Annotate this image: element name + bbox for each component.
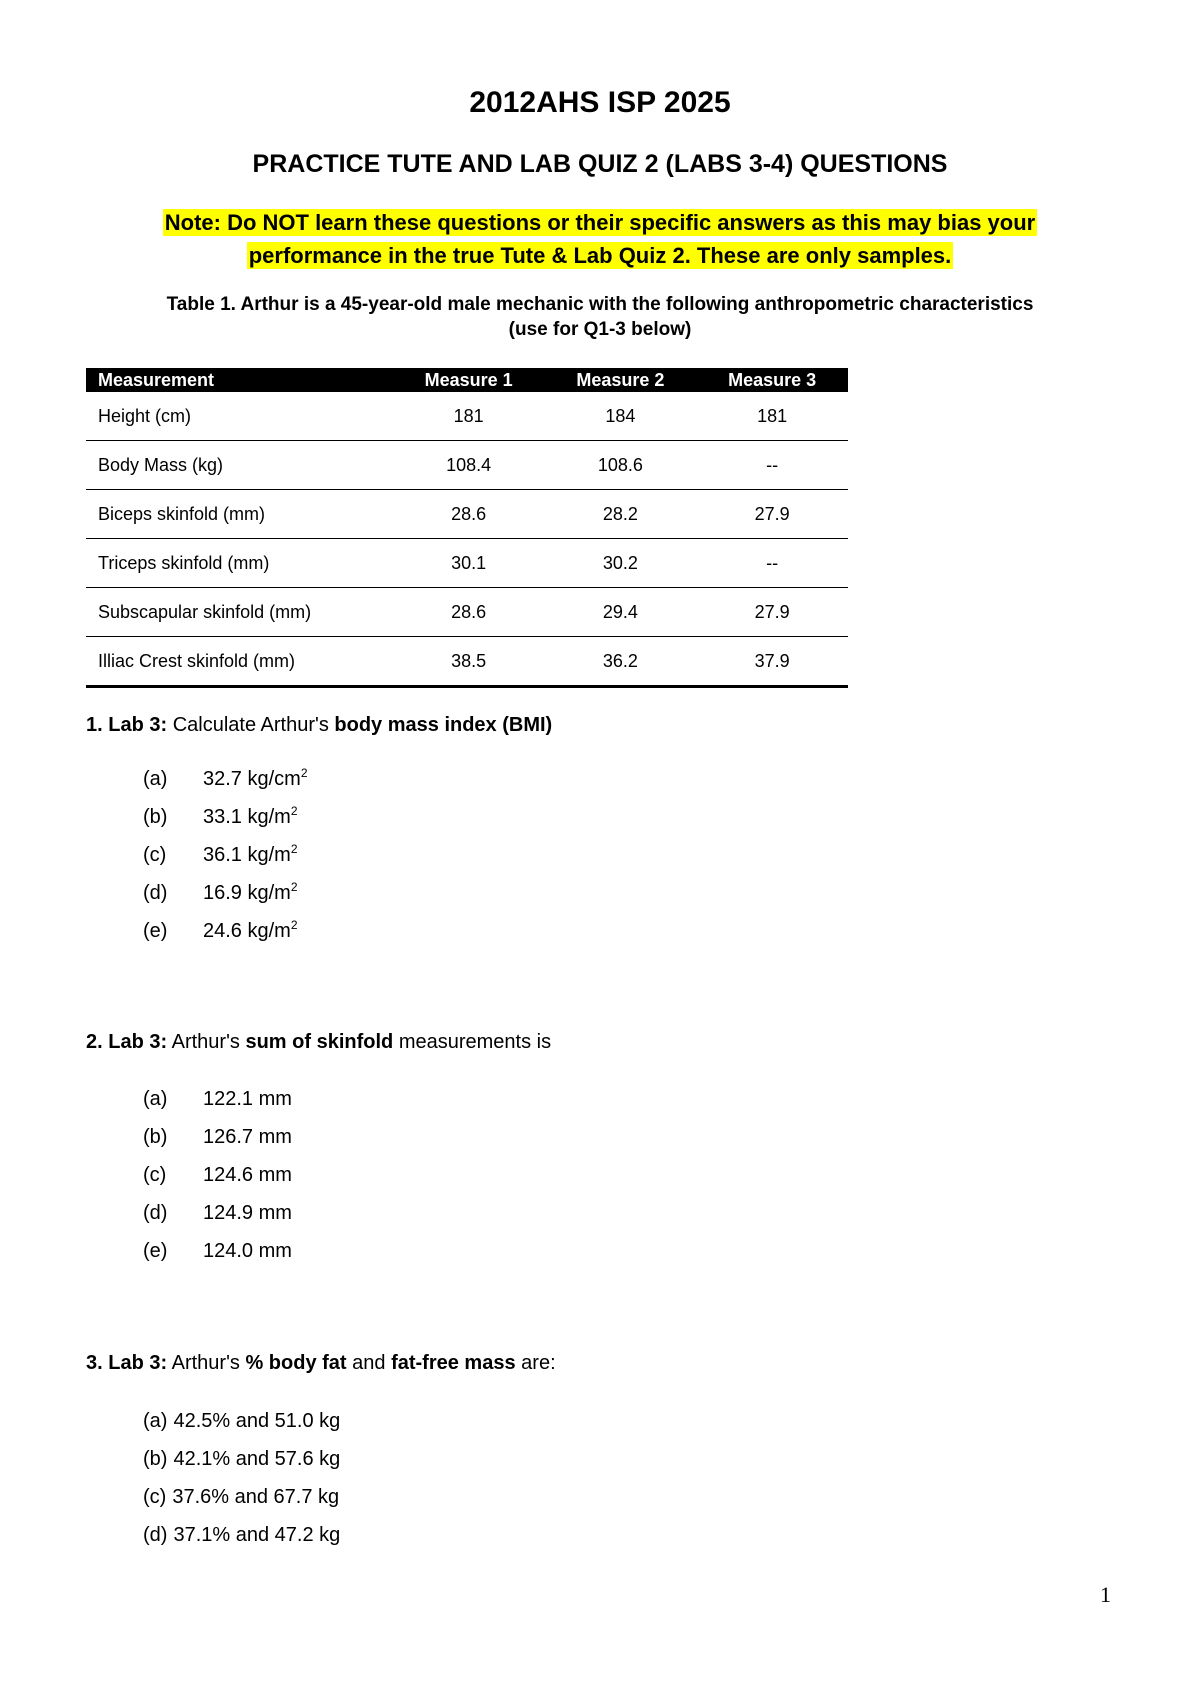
row-value: 30.2 (545, 539, 697, 588)
option-superscript: 2 (290, 880, 298, 894)
question-3 (86, 1352, 556, 1375)
table-row (86, 588, 848, 637)
option-label: (c) (143, 844, 167, 866)
answer-option[interactable] (143, 1478, 340, 1516)
question-1 (86, 714, 552, 737)
answer-option[interactable] (143, 836, 308, 874)
answer-option[interactable] (143, 874, 308, 912)
answer-option[interactable] (143, 1194, 292, 1232)
option-value: 124.6 mm (203, 1164, 292, 1186)
question-1-options (143, 760, 308, 950)
row-value: 181 (393, 392, 545, 441)
question-lab: Lab 3: (108, 1031, 168, 1053)
table-row (86, 539, 848, 588)
option-value: 122.1 mm (203, 1088, 292, 1110)
option-label: (a) (143, 1410, 168, 1432)
warning-note (0, 206, 1200, 272)
option-label: (b) (143, 1448, 168, 1470)
option-label: (b) (143, 806, 168, 828)
option-value: 24.6 kg/m (203, 920, 291, 942)
answer-option[interactable] (143, 912, 308, 950)
question-number: 2. (86, 1031, 103, 1053)
row-value: 36.2 (545, 637, 697, 687)
row-label: Subscapular skinfold (mm) (86, 588, 393, 637)
option-value: 32.7 kg/cm (203, 768, 301, 790)
row-value: -- (696, 441, 848, 490)
document-title: 2012AHS ISP 2025 (469, 86, 731, 119)
question-keyword: fat-free mass (391, 1352, 516, 1374)
row-label: Biceps skinfold (mm) (86, 490, 393, 539)
row-value: -- (696, 539, 848, 588)
answer-option[interactable] (143, 1440, 340, 1478)
table-row (86, 392, 848, 441)
question-number: 3. (86, 1352, 103, 1374)
document-subtitle: PRACTICE TUTE AND LAB QUIZ 2 (LABS 3-4) QUESTIONS (252, 150, 948, 178)
option-superscript: 2 (290, 804, 298, 818)
row-value: 38.5 (393, 637, 545, 687)
header-measure-2: Measure 2 (545, 368, 697, 392)
row-value: 37.9 (696, 637, 848, 687)
answer-option[interactable] (143, 798, 308, 836)
note-line-1: Note: Do NOT learn these questions or their specific answers as this may bias your (164, 210, 1036, 235)
answer-option[interactable] (143, 1232, 292, 1270)
option-label: (d) (143, 1202, 168, 1224)
table-row (86, 490, 848, 539)
option-value: 124.9 mm (203, 1202, 292, 1224)
option-value: 16.9 kg/m (203, 882, 291, 904)
answer-option[interactable] (143, 1080, 292, 1118)
answer-option[interactable] (143, 1118, 292, 1156)
option-value: 37.1% and 47.2 kg (173, 1524, 341, 1546)
question-keyword: body mass index (BMI) (334, 714, 553, 736)
table-row (86, 441, 848, 490)
question-2-options (143, 1080, 292, 1270)
row-value: 27.9 (696, 588, 848, 637)
option-superscript: 2 (300, 766, 308, 780)
option-label: (e) (143, 1240, 168, 1262)
header-measurement: Measurement (86, 368, 393, 392)
option-label: (e) (143, 920, 168, 942)
option-superscript: 2 (290, 842, 298, 856)
row-value: 28.6 (393, 588, 545, 637)
question-lab: Lab 3: (108, 1352, 168, 1374)
question-3-options (143, 1402, 340, 1554)
option-value: 126.7 mm (203, 1126, 292, 1148)
row-value: 28.2 (545, 490, 697, 539)
option-label: (d) (143, 1524, 168, 1546)
option-label: (c) (143, 1486, 167, 1508)
option-value: 37.6% and 67.7 kg (172, 1486, 340, 1508)
answer-option[interactable] (143, 1402, 340, 1440)
row-value: 27.9 (696, 490, 848, 539)
question-2 (86, 1031, 551, 1054)
row-label: Illiac Crest skinfold (mm) (86, 637, 393, 687)
table-caption-line-2: (use for Q1-3 below) (508, 319, 692, 340)
question-text: are: (521, 1352, 556, 1374)
row-label: Body Mass (kg) (86, 441, 393, 490)
question-keyword: % body fat (245, 1352, 347, 1374)
table-caption (0, 292, 1200, 342)
option-label: (a) (143, 768, 168, 790)
question-text: Arthur's (171, 1031, 240, 1053)
question-lab: Lab 3: (108, 714, 168, 736)
page-number: 1 (1100, 1582, 1111, 1607)
row-value: 29.4 (545, 588, 697, 637)
header-measure-1: Measure 1 (393, 368, 545, 392)
option-value: 36.1 kg/m (203, 844, 291, 866)
option-label: (b) (143, 1126, 168, 1148)
option-label: (a) (143, 1088, 168, 1110)
question-text: Calculate Arthur's (172, 714, 329, 736)
question-text: and (352, 1352, 386, 1374)
question-keyword: sum of skinfold (245, 1031, 394, 1053)
option-value: 33.1 kg/m (203, 806, 291, 828)
option-superscript: 2 (290, 918, 298, 932)
table-row (86, 637, 848, 687)
option-label: (c) (143, 1164, 167, 1186)
row-value: 108.6 (545, 441, 697, 490)
table-caption-line-1: Table 1. Arthur is a 45-year-old male mechanic with the following anthropometric characteristics (166, 294, 1034, 315)
option-value: 42.5% and 51.0 kg (173, 1410, 341, 1432)
measurement-table (86, 368, 848, 688)
row-value: 184 (545, 392, 697, 441)
question-text: measurements is (398, 1031, 552, 1053)
row-value: 181 (696, 392, 848, 441)
question-number: 1. (86, 714, 103, 736)
option-label: (d) (143, 882, 168, 904)
answer-option[interactable] (143, 1516, 340, 1554)
option-value: 42.1% and 57.6 kg (173, 1448, 341, 1470)
table-header-row (86, 368, 848, 392)
row-value: 28.6 (393, 490, 545, 539)
row-value: 30.1 (393, 539, 545, 588)
header-measure-3: Measure 3 (696, 368, 848, 392)
row-label: Triceps skinfold (mm) (86, 539, 393, 588)
answer-option[interactable] (143, 760, 308, 798)
answer-option[interactable] (143, 1156, 292, 1194)
note-line-2: performance in the true Tute & Lab Quiz 2. These are only samples. (248, 243, 952, 268)
question-text: Arthur's (171, 1352, 240, 1374)
option-value: 124.0 mm (203, 1240, 292, 1262)
row-value: 108.4 (393, 441, 545, 490)
row-label: Height (cm) (86, 392, 393, 441)
